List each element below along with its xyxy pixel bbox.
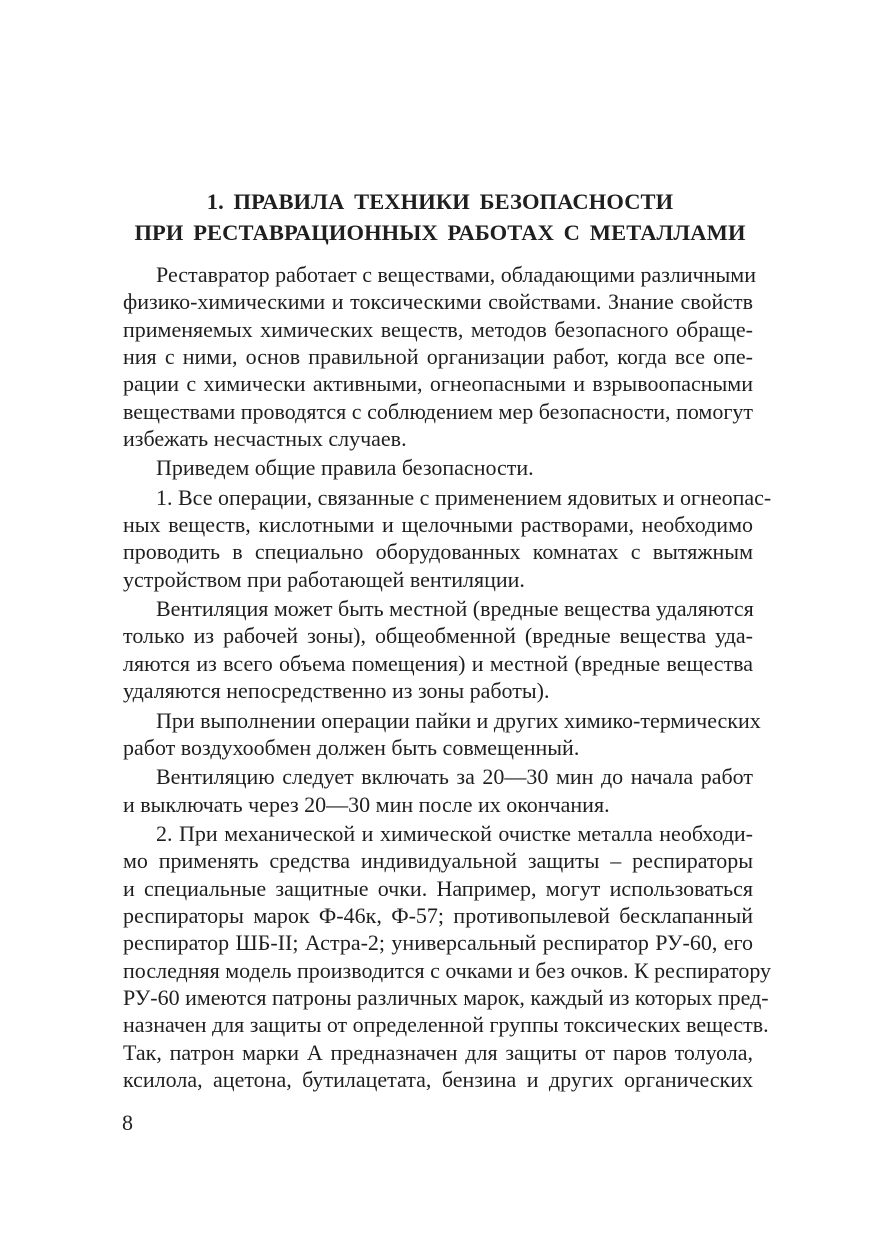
text-line: Реставратор работает с веществами, обладающими различными [156,262,756,287]
paragraph [123,707,761,762]
text-line: ных веществ, кислотными и щелочными растворами, необходимо [123,512,753,538]
paragraph [123,261,756,452]
text-line: Вентиляцию следует включать за 20—30 мин до начала работ [156,764,753,790]
text-line: ния с ними, основ правильной организации работ, когда все опе- [123,344,753,370]
text-line: физико-химическими и токсическими свойствами. Знание свойств [123,289,753,315]
text-line: и выключать через 20—30 мин после их окончания. [123,791,610,817]
text-line: последняя модель производится с очками и без очков. К респиратору [123,957,772,983]
text-line: удаляются непосредственно из зоны работы). [123,678,550,704]
paragraph [123,763,753,818]
section-heading [120,186,760,248]
text-line: применяемых химических веществ, методов безопасного обраще- [123,316,753,342]
text-line: только из рабочей зоны), общеобменной (вредные вещества уда- [123,623,753,649]
text-line: проводить в специально оборудованных комнатах с вытяжным [123,539,753,565]
text-line: ляются из всего объема помещения) и местной (вредные вещества [123,650,753,676]
text-line: веществами проводятся с соблюдением мер безопасности, помогут [123,398,753,424]
section-heading-line-2: ПРИ РЕСТАВРАЦИОННЫХ РАБОТАХ С МЕТАЛЛАМИ [134,220,746,245]
paragraph [123,484,772,593]
text-line: ксилола, ацетона, бутилацетата, бензина и других органических [123,1066,753,1092]
text-line: Приведем общие правила безопасности. [156,455,534,481]
text-line: 1. Все операции, связанные с применением ядовитых и огнеопас- [156,484,772,510]
section-heading-line-1: 1. ПРАВИЛА ТЕХНИКИ БЕЗОПАСНОСТИ [206,189,674,214]
text-line: устройством при работающей вентиляции. [123,566,525,592]
text-line: работ воздухообмен должен быть совмещенный. [123,734,580,760]
text-line: назначен для защиты от определенной группы токсических веществ. [123,1012,769,1038]
paragraph [123,454,753,481]
page-number: 8 [122,1110,133,1135]
text-line: Так, патрон марки А предназначен для защиты от паров толуола, [123,1039,753,1065]
text-line: рации с химически активными, огнеопасными и взрывоопасными [123,371,753,397]
text-line: При выполнении операции пайки и других химико-термических [156,707,761,733]
paragraph [123,595,753,704]
text-line: Вентиляция может быть местной (вредные вещества удаляются [156,596,754,622]
text-line: РУ-60 имеются патроны различных марок, каждый из которых пред- [123,984,769,1010]
text-line: респираторы марок Ф-46к, Ф-57; противопылевой бесклапанный [123,902,753,928]
text-line: респиратор ШБ-II; Астра-2; универсальный респиратор РУ-60, его [123,930,753,956]
paragraph [123,820,772,1093]
text-line: и специальные защитные очки. Например, могут использоваться [123,875,753,901]
text-line: мо применять средства индивидуальной защиты – респираторы [123,848,753,874]
body-text [123,261,772,1095]
text-line: 2. При механической и химической очистке металла необходи- [156,820,753,846]
text-line: избежать несчастных случаев. [123,426,407,452]
